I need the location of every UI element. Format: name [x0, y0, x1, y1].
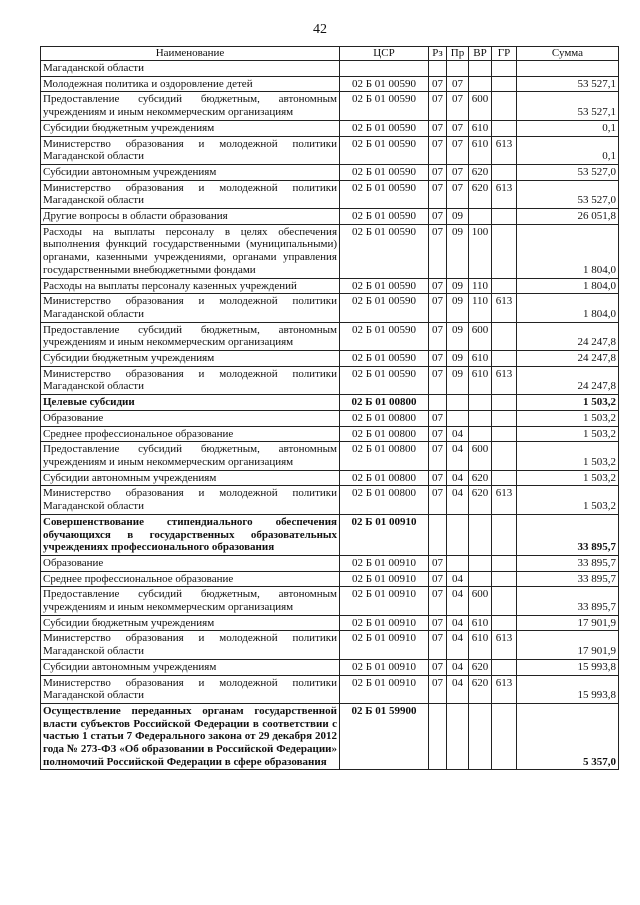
- cell-vr: [469, 76, 492, 92]
- cell-csr: 02 Б 01 00910: [340, 514, 429, 555]
- cell-rz: 07: [429, 426, 447, 442]
- cell-sum: 53 527,0: [517, 164, 619, 180]
- cell-csr: 02 Б 01 00590: [340, 366, 429, 394]
- cell-name: Предоставление субсидий бюджетным, автономным учреждениям и иным некоммерческим организациям: [41, 587, 340, 615]
- cell-sum: 0,1: [517, 120, 619, 136]
- cell-rz: [429, 61, 447, 77]
- table-row: [41, 675, 619, 703]
- cell-gr: [492, 514, 517, 555]
- cell-name: Среднее профессиональное образование: [41, 571, 340, 587]
- cell-rz: 07: [429, 410, 447, 426]
- table-row: [41, 351, 619, 367]
- cell-sum: 1 503,2: [517, 486, 619, 514]
- cell-gr: 613: [492, 366, 517, 394]
- cell-rz: 07: [429, 180, 447, 208]
- cell-gr: [492, 555, 517, 571]
- table-row: [41, 366, 619, 394]
- cell-vr: [469, 209, 492, 225]
- cell-name: Министерство образования и молодежной политики Магаданской области: [41, 631, 340, 659]
- cell-name: Министерство образования и молодежной политики Магаданской области: [41, 294, 340, 322]
- cell-name: Расходы на выплаты персоналу казенных учреждений: [41, 278, 340, 294]
- cell-csr: 02 Б 01 00910: [340, 571, 429, 587]
- cell-pr: 07: [447, 92, 469, 120]
- cell-vr: [469, 395, 492, 411]
- cell-sum: 24 247,8: [517, 351, 619, 367]
- cell-vr: 620: [469, 180, 492, 208]
- cell-gr: [492, 571, 517, 587]
- cell-pr: [447, 514, 469, 555]
- cell-name: Субсидии автономным учреждениям: [41, 470, 340, 486]
- cell-pr: 07: [447, 120, 469, 136]
- cell-pr: 04: [447, 426, 469, 442]
- cell-rz: 07: [429, 587, 447, 615]
- cell-gr: 613: [492, 294, 517, 322]
- cell-vr: 610: [469, 136, 492, 164]
- cell-vr: 600: [469, 92, 492, 120]
- cell-csr: 02 Б 01 00910: [340, 587, 429, 615]
- cell-name: Предоставление субсидий бюджетным, автономным учреждениям и иным некоммерческим организациям: [41, 92, 340, 120]
- header-vr: ВР: [469, 47, 492, 61]
- cell-vr: [469, 61, 492, 77]
- cell-gr: 613: [492, 486, 517, 514]
- cell-rz: 07: [429, 76, 447, 92]
- table-row: [41, 587, 619, 615]
- table-row: [41, 61, 619, 77]
- cell-gr: [492, 587, 517, 615]
- cell-vr: [469, 410, 492, 426]
- cell-name: Образование: [41, 555, 340, 571]
- cell-vr: [469, 555, 492, 571]
- cell-csr: 02 Б 01 00590: [340, 224, 429, 278]
- cell-name: Расходы на выплаты персоналу в целях обеспечения выполнения функций государственными (муниципальными) органами, казенными учреждениями, органами управления государственными внебюджетными фондами: [41, 224, 340, 278]
- cell-csr: 02 Б 01 00590: [340, 209, 429, 225]
- cell-sum: 53 527,0: [517, 180, 619, 208]
- cell-vr: 110: [469, 278, 492, 294]
- table-row: [41, 514, 619, 555]
- cell-pr: 04: [447, 571, 469, 587]
- cell-csr: 02 Б 01 00590: [340, 164, 429, 180]
- cell-pr: 07: [447, 180, 469, 208]
- cell-vr: 600: [469, 322, 492, 350]
- cell-name: Министерство образования и молодежной политики Магаданской области: [41, 136, 340, 164]
- table-row: [41, 76, 619, 92]
- cell-vr: 620: [469, 164, 492, 180]
- cell-gr: [492, 395, 517, 411]
- cell-name: Министерство образования и молодежной политики Магаданской области: [41, 675, 340, 703]
- cell-pr: 07: [447, 164, 469, 180]
- cell-pr: 04: [447, 442, 469, 470]
- table-row: [41, 395, 619, 411]
- cell-name: Среднее профессиональное образование: [41, 426, 340, 442]
- cell-pr: 04: [447, 675, 469, 703]
- cell-vr: 610: [469, 120, 492, 136]
- cell-sum: 1 503,2: [517, 410, 619, 426]
- cell-vr: 620: [469, 675, 492, 703]
- cell-vr: 610: [469, 366, 492, 394]
- cell-rz: 07: [429, 486, 447, 514]
- cell-pr: 07: [447, 136, 469, 164]
- table-row: [41, 92, 619, 120]
- cell-name: Субсидии бюджетным учреждениям: [41, 615, 340, 631]
- table-row: [41, 426, 619, 442]
- cell-gr: [492, 426, 517, 442]
- table-row: [41, 120, 619, 136]
- cell-pr: 09: [447, 322, 469, 350]
- cell-csr: 02 Б 01 00590: [340, 278, 429, 294]
- cell-pr: [447, 395, 469, 411]
- cell-name: Министерство образования и молодежной политики Магаданской области: [41, 180, 340, 208]
- cell-rz: 07: [429, 470, 447, 486]
- cell-sum: 33 895,7: [517, 514, 619, 555]
- cell-csr: 02 Б 01 00800: [340, 442, 429, 470]
- cell-name: Другие вопросы в области образования: [41, 209, 340, 225]
- cell-pr: 09: [447, 366, 469, 394]
- cell-csr: 02 Б 01 00590: [340, 92, 429, 120]
- cell-csr: 02 Б 01 00910: [340, 631, 429, 659]
- table-row: [41, 615, 619, 631]
- cell-vr: 620: [469, 659, 492, 675]
- cell-rz: 07: [429, 209, 447, 225]
- cell-sum: 0,1: [517, 136, 619, 164]
- cell-pr: 09: [447, 278, 469, 294]
- cell-pr: [447, 410, 469, 426]
- cell-rz: 07: [429, 366, 447, 394]
- cell-sum: 15 993,8: [517, 659, 619, 675]
- cell-name: Министерство образования и молодежной политики Магаданской области: [41, 366, 340, 394]
- cell-sum: 5 357,0: [517, 703, 619, 770]
- cell-gr: [492, 120, 517, 136]
- cell-vr: [469, 426, 492, 442]
- cell-gr: [492, 410, 517, 426]
- cell-sum: 33 895,7: [517, 571, 619, 587]
- table-row: [41, 486, 619, 514]
- table-row: [41, 136, 619, 164]
- cell-rz: 07: [429, 631, 447, 659]
- header-name: Наименование: [41, 47, 340, 61]
- cell-vr: 610: [469, 631, 492, 659]
- table-row: [41, 278, 619, 294]
- table-row: [41, 555, 619, 571]
- cell-sum: 26 051,8: [517, 209, 619, 225]
- cell-vr: [469, 703, 492, 770]
- cell-name: Образование: [41, 410, 340, 426]
- cell-rz: 07: [429, 322, 447, 350]
- cell-rz: 07: [429, 351, 447, 367]
- cell-pr: [447, 703, 469, 770]
- cell-name: Предоставление субсидий бюджетным, автономным учреждениям и иным некоммерческим организациям: [41, 322, 340, 350]
- cell-gr: [492, 61, 517, 77]
- cell-name: Молодежная политика и оздоровление детей: [41, 76, 340, 92]
- cell-sum: 17 901,9: [517, 615, 619, 631]
- cell-gr: [492, 92, 517, 120]
- table-row: [41, 571, 619, 587]
- cell-pr: [447, 61, 469, 77]
- cell-vr: 610: [469, 615, 492, 631]
- header-csr: ЦСР: [340, 47, 429, 61]
- cell-csr: [340, 61, 429, 77]
- cell-pr: 07: [447, 76, 469, 92]
- cell-name: Субсидии автономным учреждениям: [41, 164, 340, 180]
- cell-gr: [492, 224, 517, 278]
- cell-rz: 07: [429, 659, 447, 675]
- cell-csr: 02 Б 01 00800: [340, 470, 429, 486]
- table-row: [41, 322, 619, 350]
- cell-rz: [429, 395, 447, 411]
- cell-rz: 07: [429, 675, 447, 703]
- table-row: [41, 180, 619, 208]
- cell-csr: 02 Б 01 00590: [340, 322, 429, 350]
- table-row: [41, 442, 619, 470]
- cell-csr: 02 Б 01 00590: [340, 120, 429, 136]
- cell-gr: [492, 659, 517, 675]
- table-row: [41, 164, 619, 180]
- cell-name: Субсидии бюджетным учреждениям: [41, 120, 340, 136]
- table-row: [41, 294, 619, 322]
- cell-csr: 02 Б 01 00590: [340, 76, 429, 92]
- cell-csr: 02 Б 01 59900: [340, 703, 429, 770]
- table-row: [41, 631, 619, 659]
- cell-gr: [492, 703, 517, 770]
- cell-gr: [492, 164, 517, 180]
- cell-pr: 04: [447, 470, 469, 486]
- cell-gr: 613: [492, 675, 517, 703]
- cell-rz: 07: [429, 136, 447, 164]
- cell-pr: 04: [447, 615, 469, 631]
- cell-name: Магаданской области: [41, 61, 340, 77]
- cell-sum: 15 993,8: [517, 675, 619, 703]
- cell-rz: [429, 703, 447, 770]
- cell-csr: 02 Б 01 00910: [340, 555, 429, 571]
- table-row: [41, 224, 619, 278]
- cell-name: Министерство образования и молодежной политики Магаданской области: [41, 486, 340, 514]
- header-rz: Рз: [429, 47, 447, 61]
- cell-pr: 04: [447, 659, 469, 675]
- cell-sum: 33 895,7: [517, 587, 619, 615]
- cell-vr: 110: [469, 294, 492, 322]
- cell-sum: 53 527,1: [517, 76, 619, 92]
- cell-csr: 02 Б 01 00590: [340, 351, 429, 367]
- cell-pr: 09: [447, 294, 469, 322]
- cell-csr: 02 Б 01 00910: [340, 659, 429, 675]
- header-gr: ГР: [492, 47, 517, 61]
- cell-pr: 04: [447, 587, 469, 615]
- cell-gr: [492, 615, 517, 631]
- cell-vr: [469, 571, 492, 587]
- cell-pr: 09: [447, 224, 469, 278]
- cell-gr: 613: [492, 136, 517, 164]
- cell-csr: 02 Б 01 00800: [340, 410, 429, 426]
- cell-rz: 07: [429, 164, 447, 180]
- cell-csr: 02 Б 01 00590: [340, 180, 429, 208]
- table-header-row: [41, 47, 619, 61]
- cell-sum: 33 895,7: [517, 555, 619, 571]
- cell-sum: 1 503,2: [517, 442, 619, 470]
- cell-sum: 1 804,0: [517, 224, 619, 278]
- cell-name: Совершенствование стипендиального обеспечения обучающихся в государственных образовательных учреждениях профессионального образования: [41, 514, 340, 555]
- cell-vr: 100: [469, 224, 492, 278]
- cell-csr: 02 Б 01 00800: [340, 486, 429, 514]
- cell-name: Субсидии автономным учреждениям: [41, 659, 340, 675]
- table-row: [41, 703, 619, 770]
- cell-name: Целевые субсидии: [41, 395, 340, 411]
- cell-name: Осуществление переданных органам государственной власти субъектов Российской Федерации в соответствии с частью 1 статьи 7 Федерального закона от 29 декабря 2012 года № 273-ФЗ «Об образовании в Российской Федерации» полномочий Российской Федерации в сфере образования: [41, 703, 340, 770]
- cell-rz: 07: [429, 442, 447, 470]
- cell-name: Субсидии бюджетным учреждениям: [41, 351, 340, 367]
- cell-rz: 07: [429, 555, 447, 571]
- cell-rz: 07: [429, 92, 447, 120]
- cell-sum: 24 247,8: [517, 322, 619, 350]
- cell-pr: 04: [447, 631, 469, 659]
- cell-sum: 1 804,0: [517, 278, 619, 294]
- cell-csr: 02 Б 01 00910: [340, 675, 429, 703]
- cell-vr: 620: [469, 470, 492, 486]
- cell-pr: 09: [447, 351, 469, 367]
- cell-gr: [492, 351, 517, 367]
- cell-csr: 02 Б 01 00910: [340, 615, 429, 631]
- cell-rz: 07: [429, 615, 447, 631]
- cell-gr: [492, 278, 517, 294]
- cell-name: Предоставление субсидий бюджетным, автономным учреждениям и иным некоммерческим организациям: [41, 442, 340, 470]
- cell-csr: 02 Б 01 00800: [340, 426, 429, 442]
- cell-gr: [492, 470, 517, 486]
- cell-gr: 613: [492, 631, 517, 659]
- header-pr: Пр: [447, 47, 469, 61]
- cell-vr: 600: [469, 442, 492, 470]
- budget-table: [40, 46, 619, 770]
- page-number: 42: [313, 22, 327, 37]
- cell-sum: 1 503,2: [517, 470, 619, 486]
- cell-pr: [447, 555, 469, 571]
- cell-csr: 02 Б 01 00590: [340, 136, 429, 164]
- cell-csr: 02 Б 01 00590: [340, 294, 429, 322]
- cell-rz: 07: [429, 224, 447, 278]
- cell-rz: 07: [429, 294, 447, 322]
- cell-sum: 1 503,2: [517, 395, 619, 411]
- cell-pr: 04: [447, 486, 469, 514]
- cell-pr: 09: [447, 209, 469, 225]
- cell-vr: 620: [469, 486, 492, 514]
- cell-vr: 610: [469, 351, 492, 367]
- cell-sum: 53 527,1: [517, 92, 619, 120]
- cell-sum: 17 901,9: [517, 631, 619, 659]
- cell-vr: [469, 514, 492, 555]
- table-row: [41, 209, 619, 225]
- header-sum: Сумма: [517, 47, 619, 61]
- cell-rz: 07: [429, 278, 447, 294]
- cell-sum: 1 503,2: [517, 426, 619, 442]
- table-row: [41, 659, 619, 675]
- table-row: [41, 410, 619, 426]
- cell-gr: [492, 442, 517, 470]
- cell-sum: 24 247,8: [517, 366, 619, 394]
- cell-sum: 1 804,0: [517, 294, 619, 322]
- cell-rz: [429, 514, 447, 555]
- cell-rz: 07: [429, 120, 447, 136]
- cell-gr: [492, 209, 517, 225]
- cell-csr: 02 Б 01 00800: [340, 395, 429, 411]
- table-body: [41, 61, 619, 770]
- table-row: [41, 470, 619, 486]
- cell-rz: 07: [429, 571, 447, 587]
- cell-gr: [492, 322, 517, 350]
- cell-vr: 600: [469, 587, 492, 615]
- cell-sum: [517, 61, 619, 77]
- cell-gr: 613: [492, 180, 517, 208]
- cell-gr: [492, 76, 517, 92]
